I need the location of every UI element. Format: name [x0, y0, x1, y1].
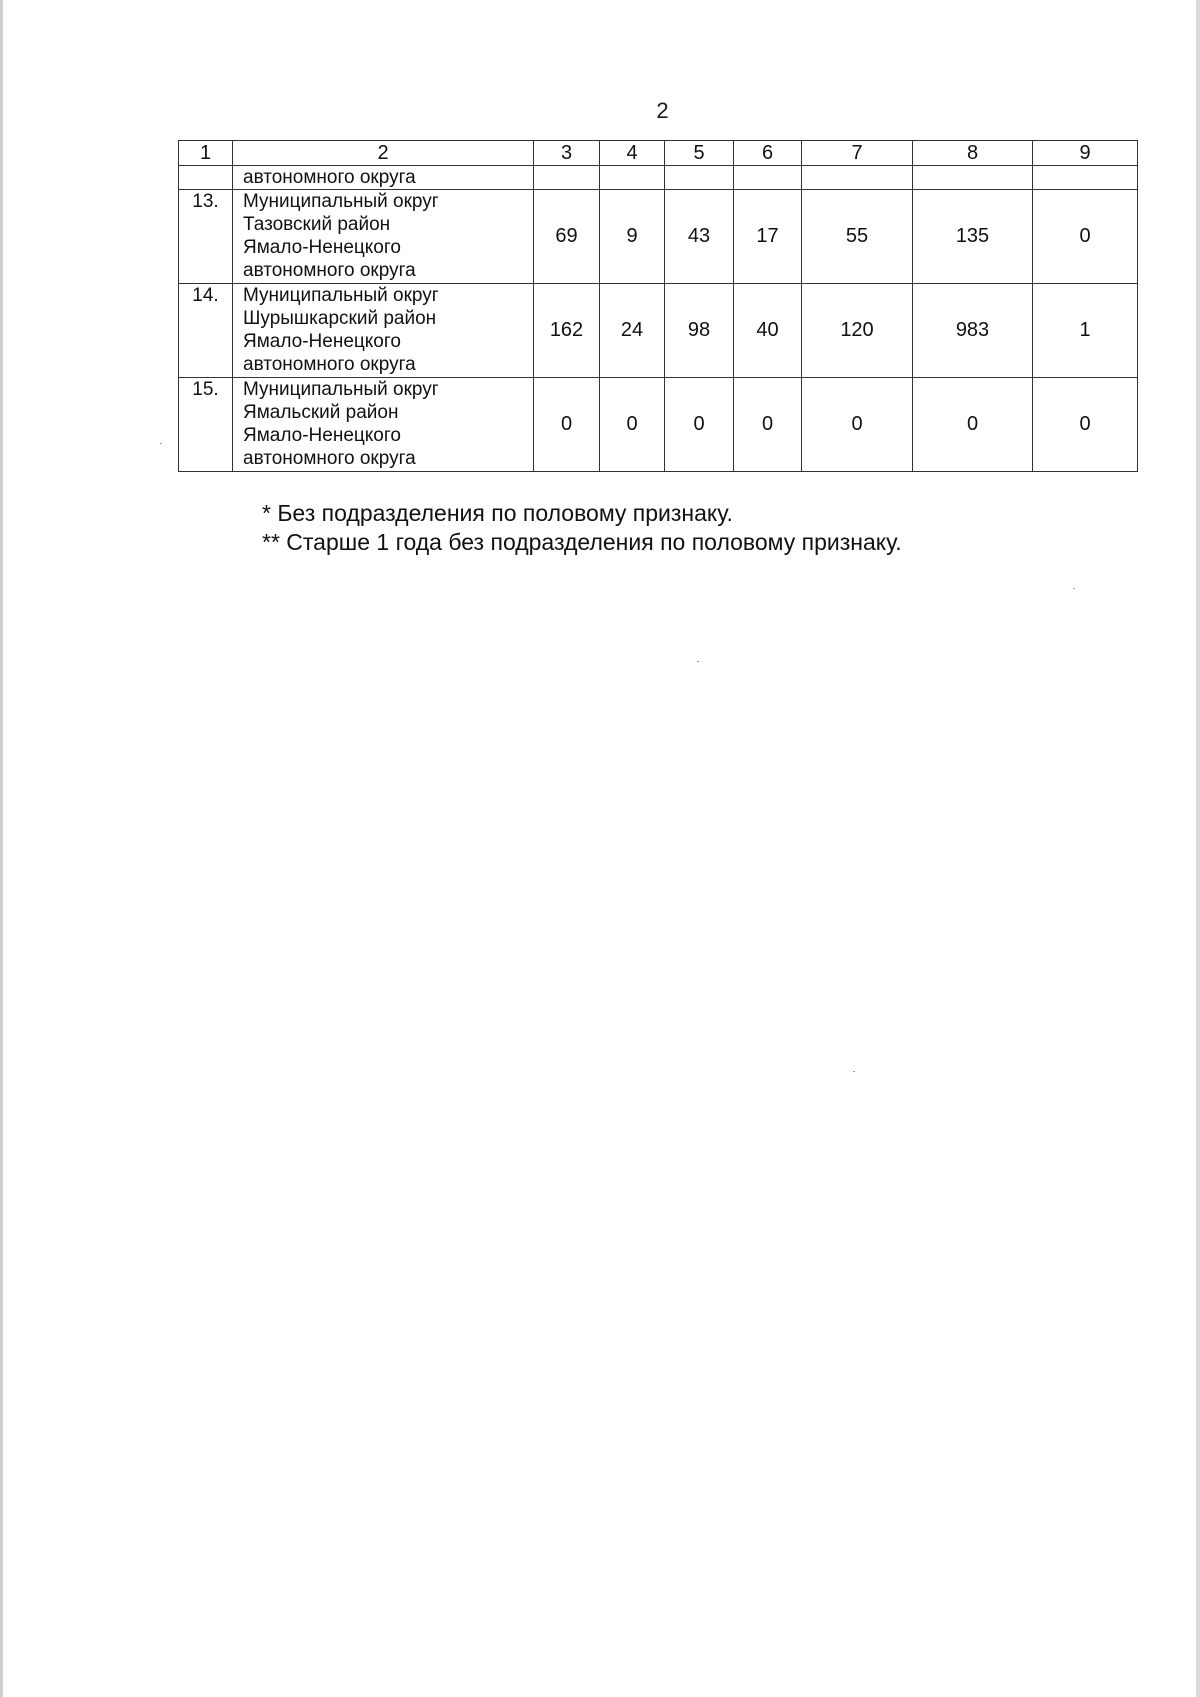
district-name-cell: [233, 190, 534, 284]
district-name-line: автономного округа: [243, 448, 416, 469]
empty-cell: [913, 166, 1033, 190]
value-cell: 98: [665, 284, 734, 378]
statistics-table: [178, 140, 1138, 472]
district-name-cell: [233, 284, 534, 378]
continuation-cell: [233, 166, 534, 190]
empty-cell: [802, 166, 913, 190]
scan-edge-left: [0, 0, 3, 1697]
table-row: [179, 190, 1138, 284]
district-name-line: Ямало-Ненецкого: [243, 237, 401, 258]
table-row: [179, 378, 1138, 472]
row-number: 13.: [179, 190, 233, 284]
column-number: 1: [179, 141, 233, 166]
column-number-row: [179, 141, 1138, 166]
column-number: 5: [665, 141, 734, 166]
continuation-row: [179, 166, 1138, 190]
scan-speck: [1073, 588, 1075, 589]
footnote: * Без подразделения по половому признаку.: [262, 500, 733, 526]
value-cell: 40: [734, 284, 802, 378]
value-cell: 135: [913, 190, 1033, 284]
district-name-line: автономного округа: [243, 354, 416, 375]
district-name-cell: [233, 378, 534, 472]
scan-edge-right: [1196, 0, 1200, 1697]
district-name-line: Муниципальный округ: [243, 379, 439, 400]
value-cell: 0: [734, 378, 802, 472]
value-cell: 17: [734, 190, 802, 284]
empty-cell: [734, 166, 802, 190]
scan-speck: [697, 661, 699, 662]
value-cell: 0: [1033, 378, 1138, 472]
empty-cell: [1033, 166, 1138, 190]
continuation-text: автономного округа: [243, 167, 416, 188]
empty-cell: [600, 166, 665, 190]
scan-speck: [853, 1071, 855, 1072]
page-number: 2: [656, 98, 669, 123]
value-cell: 0: [665, 378, 734, 472]
value-cell: 0: [1033, 190, 1138, 284]
column-number: 3: [534, 141, 600, 166]
value-cell: 0: [600, 378, 665, 472]
empty-cell: [665, 166, 734, 190]
district-name-line: Муниципальный округ: [243, 191, 439, 212]
district-name-line: Шурышкарский район: [243, 308, 437, 329]
footnote: ** Старше 1 года без подразделения по половому признаку.: [262, 529, 902, 555]
footnotes: [262, 499, 902, 557]
column-number: 7: [802, 141, 913, 166]
district-name-line: автономного округа: [243, 260, 416, 281]
column-number: 4: [600, 141, 665, 166]
value-cell: 120: [802, 284, 913, 378]
district-name-line: Тазовский район: [243, 214, 391, 235]
value-cell: 0: [802, 378, 913, 472]
value-cell: 1: [1033, 284, 1138, 378]
empty-cell: [179, 166, 233, 190]
district-name-line: Ямало-Ненецкого: [243, 425, 401, 446]
value-cell: 69: [534, 190, 600, 284]
row-number: 15.: [179, 378, 233, 472]
value-cell: 983: [913, 284, 1033, 378]
district-name-line: Ямальский район: [243, 402, 399, 423]
value-cell: 0: [534, 378, 600, 472]
column-number: 9: [1033, 141, 1138, 166]
scan-speck: [160, 443, 162, 444]
value-cell: 43: [665, 190, 734, 284]
column-number: 8: [913, 141, 1033, 166]
value-cell: 24: [600, 284, 665, 378]
column-number: 6: [734, 141, 802, 166]
value-cell: 162: [534, 284, 600, 378]
district-name-line: Ямало-Ненецкого: [243, 331, 401, 352]
empty-cell: [534, 166, 600, 190]
value-cell: 55: [802, 190, 913, 284]
district-name-line: Муниципальный округ: [243, 285, 439, 306]
value-cell: 9: [600, 190, 665, 284]
table-row: [179, 284, 1138, 378]
value-cell: 0: [913, 378, 1033, 472]
column-number: 2: [233, 141, 534, 166]
row-number: 14.: [179, 284, 233, 378]
